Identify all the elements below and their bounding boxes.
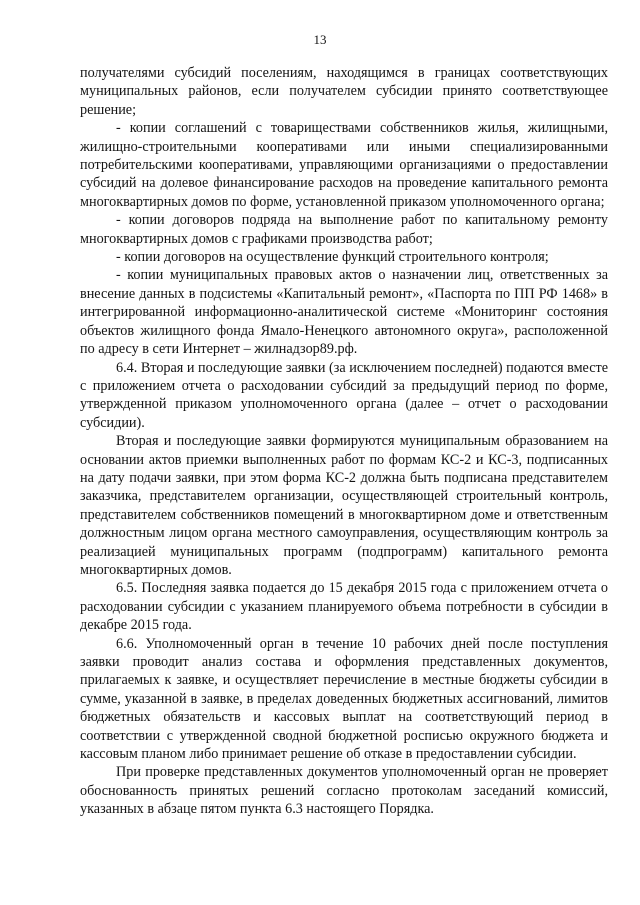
paragraph-bullet-legal-acts: - копии муниципальных правовых актов о назначении лиц, ответственных за внесение данных в подсистемы «Капитальный ремонт», «Паспорта по ПП РФ 1468» в интегрированной информационно-аналитической системе «Мониторинг состояния объектов жилищного фонда Ямало-Ненецкого автономного округа», расположенной по адресу в сети Интернет – жилнадзор89.рф. [80,267,608,358]
paragraph-6-6: 6.6. Уполномоченный орган в течение 10 рабочих дней после поступления заявки проводит анализ состава и оформления представленных документов, прилагаемых к заявке, и осуществляет перечисление в местные бюджеты субсидии в сумме, указанной в заявке, в пределах доведенных бюджетных ассигнований, лимитов бюджетных обязательств и кассовых выплат на соответствующий период в соответствии с утвержденной сводной бюджетной росписью окружного бюджета и кассовым планом либо принимает решение об отказе в предоставлении субсидии. [80,635,608,763]
paragraph-bullet-construction-control: - копии договоров на осуществление функций строительного контроля; [116,249,549,266]
paragraph-verification: При проверке представленных документов уполномоченный орган не проверяет обоснованность принятых решений согласно протоколам заседаний комиссий, указанных в абзаце пятом пункта 6.3 настоящего Порядка. [80,764,608,818]
page-number: 13 [313,32,327,47]
paragraph-6-5: 6.5. Последняя заявка подается до 15 декабря 2015 года с приложением отчета о расходовании субсидии с указанием планируемого объема потребности в субсидии в декабре 2015 года. [80,580,608,634]
paragraph-bullet-agreements: - копии соглашений с товариществами собственников жилья, жилищными, жилищно-строительными кооперативами или иными специализированными потребительскими кооперативами, управляющими организациями о предоставлении субсидий на долевое финансирование расходов на проведение капитального ремонта многоквартирных домов по форме, установленной приказом уполномоченного органа; [80,120,608,210]
document-body [80,64,608,819]
paragraph-continuation: получателями субсидий поселениям, находящимся в границах соответствующих муниципальных районов, если получателем субсидии принято соответствующее решение; [80,65,608,118]
paragraph-6-4: 6.4. Вторая и последующие заявки (за исключением последней) подаются вместе с приложением отчета о расходовании субсидий за предыдущий период по форме, утвержденной приказом уполномоченного органа (далее – отчет о расходовании субсидии). [80,359,608,431]
paragraph-bullet-contracts: - копии договоров подряда на выполнение работ по капитальному ремонту многоквартирных домов с графиками производства работ; [80,212,608,247]
paragraph-subsequent-applications: Вторая и последующие заявки формируются муниципальным образованием на основании актов приемки выполненных работ по формам КС-2 и КС-3, подписанных на дату подачи заявки, при этом форма КС-2 должна быть подписана представителем заказчика, представителем организации, осуществляющей строительный контроль, представителем собственников помещений в многоквартирном доме и ответственным должностным лицом органа местного самоуправления, осуществляющим контроль за реализацией муниципальных программ (подпрограмм) капитального ремонта многоквартирных домов. [80,433,608,578]
